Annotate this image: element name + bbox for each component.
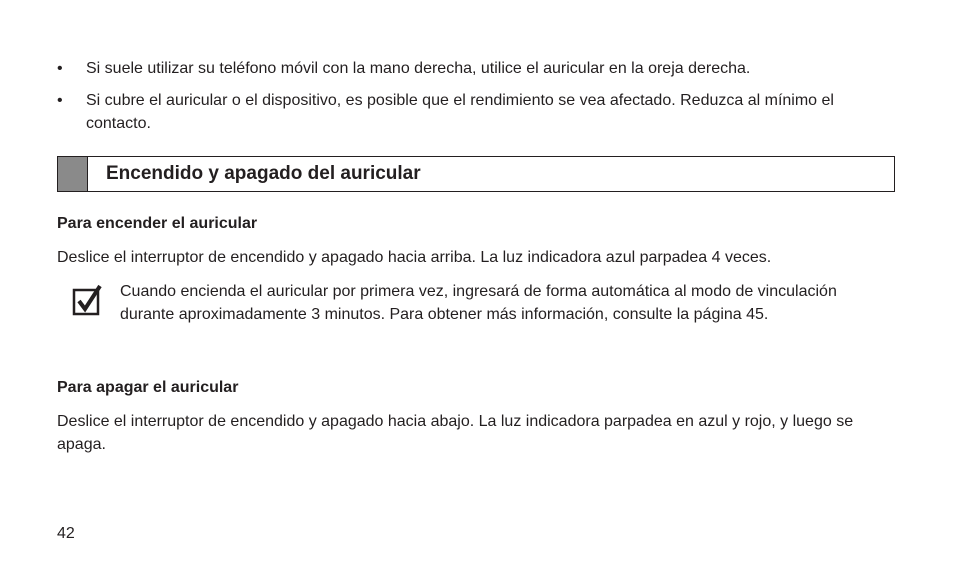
bullet-list: [57, 57, 857, 144]
note-text: Cuando encienda el auricular por primera vez, ingresará de forma automática al modo de vinculación durante aproximadamente 3 minutos. Para obtener más información, consulte la página 45.: [120, 283, 837, 323]
power-off-heading: Para apagar el auricular: [57, 379, 239, 396]
power-on-heading: Para encender el auricular: [57, 215, 258, 232]
note-box: [72, 280, 872, 326]
bullet-text: Si suele utilizar su teléfono móvil con la mano derecha, utilice el auricular en la oreja derecha.: [86, 60, 751, 77]
bullet-text: Si cubre el auricular o el dispositivo, es posible que el rendimiento se vea afectado. Reduzca al mínimo el contacto.: [86, 92, 834, 132]
section-header-block: [58, 157, 88, 191]
section-title: Encendido y apagado del auricular: [106, 163, 421, 184]
power-on-text: Deslice el interruptor de encendido y apagado hacia arriba. La luz indicadora azul parpadea 4 veces.: [57, 249, 772, 266]
power-off-text: Deslice el interruptor de encendido y apagado hacia abajo. La luz indicadora parpadea en azul y rojo, y luego se apaga.: [57, 413, 854, 453]
bullet-marker: •: [57, 92, 63, 109]
page-number: 42: [57, 525, 75, 542]
section-header: [57, 156, 895, 192]
checkbox-checked-icon: [72, 284, 104, 316]
bullet-marker: •: [57, 60, 63, 77]
bullet-item: [57, 57, 857, 80]
bullet-item: [57, 89, 857, 135]
